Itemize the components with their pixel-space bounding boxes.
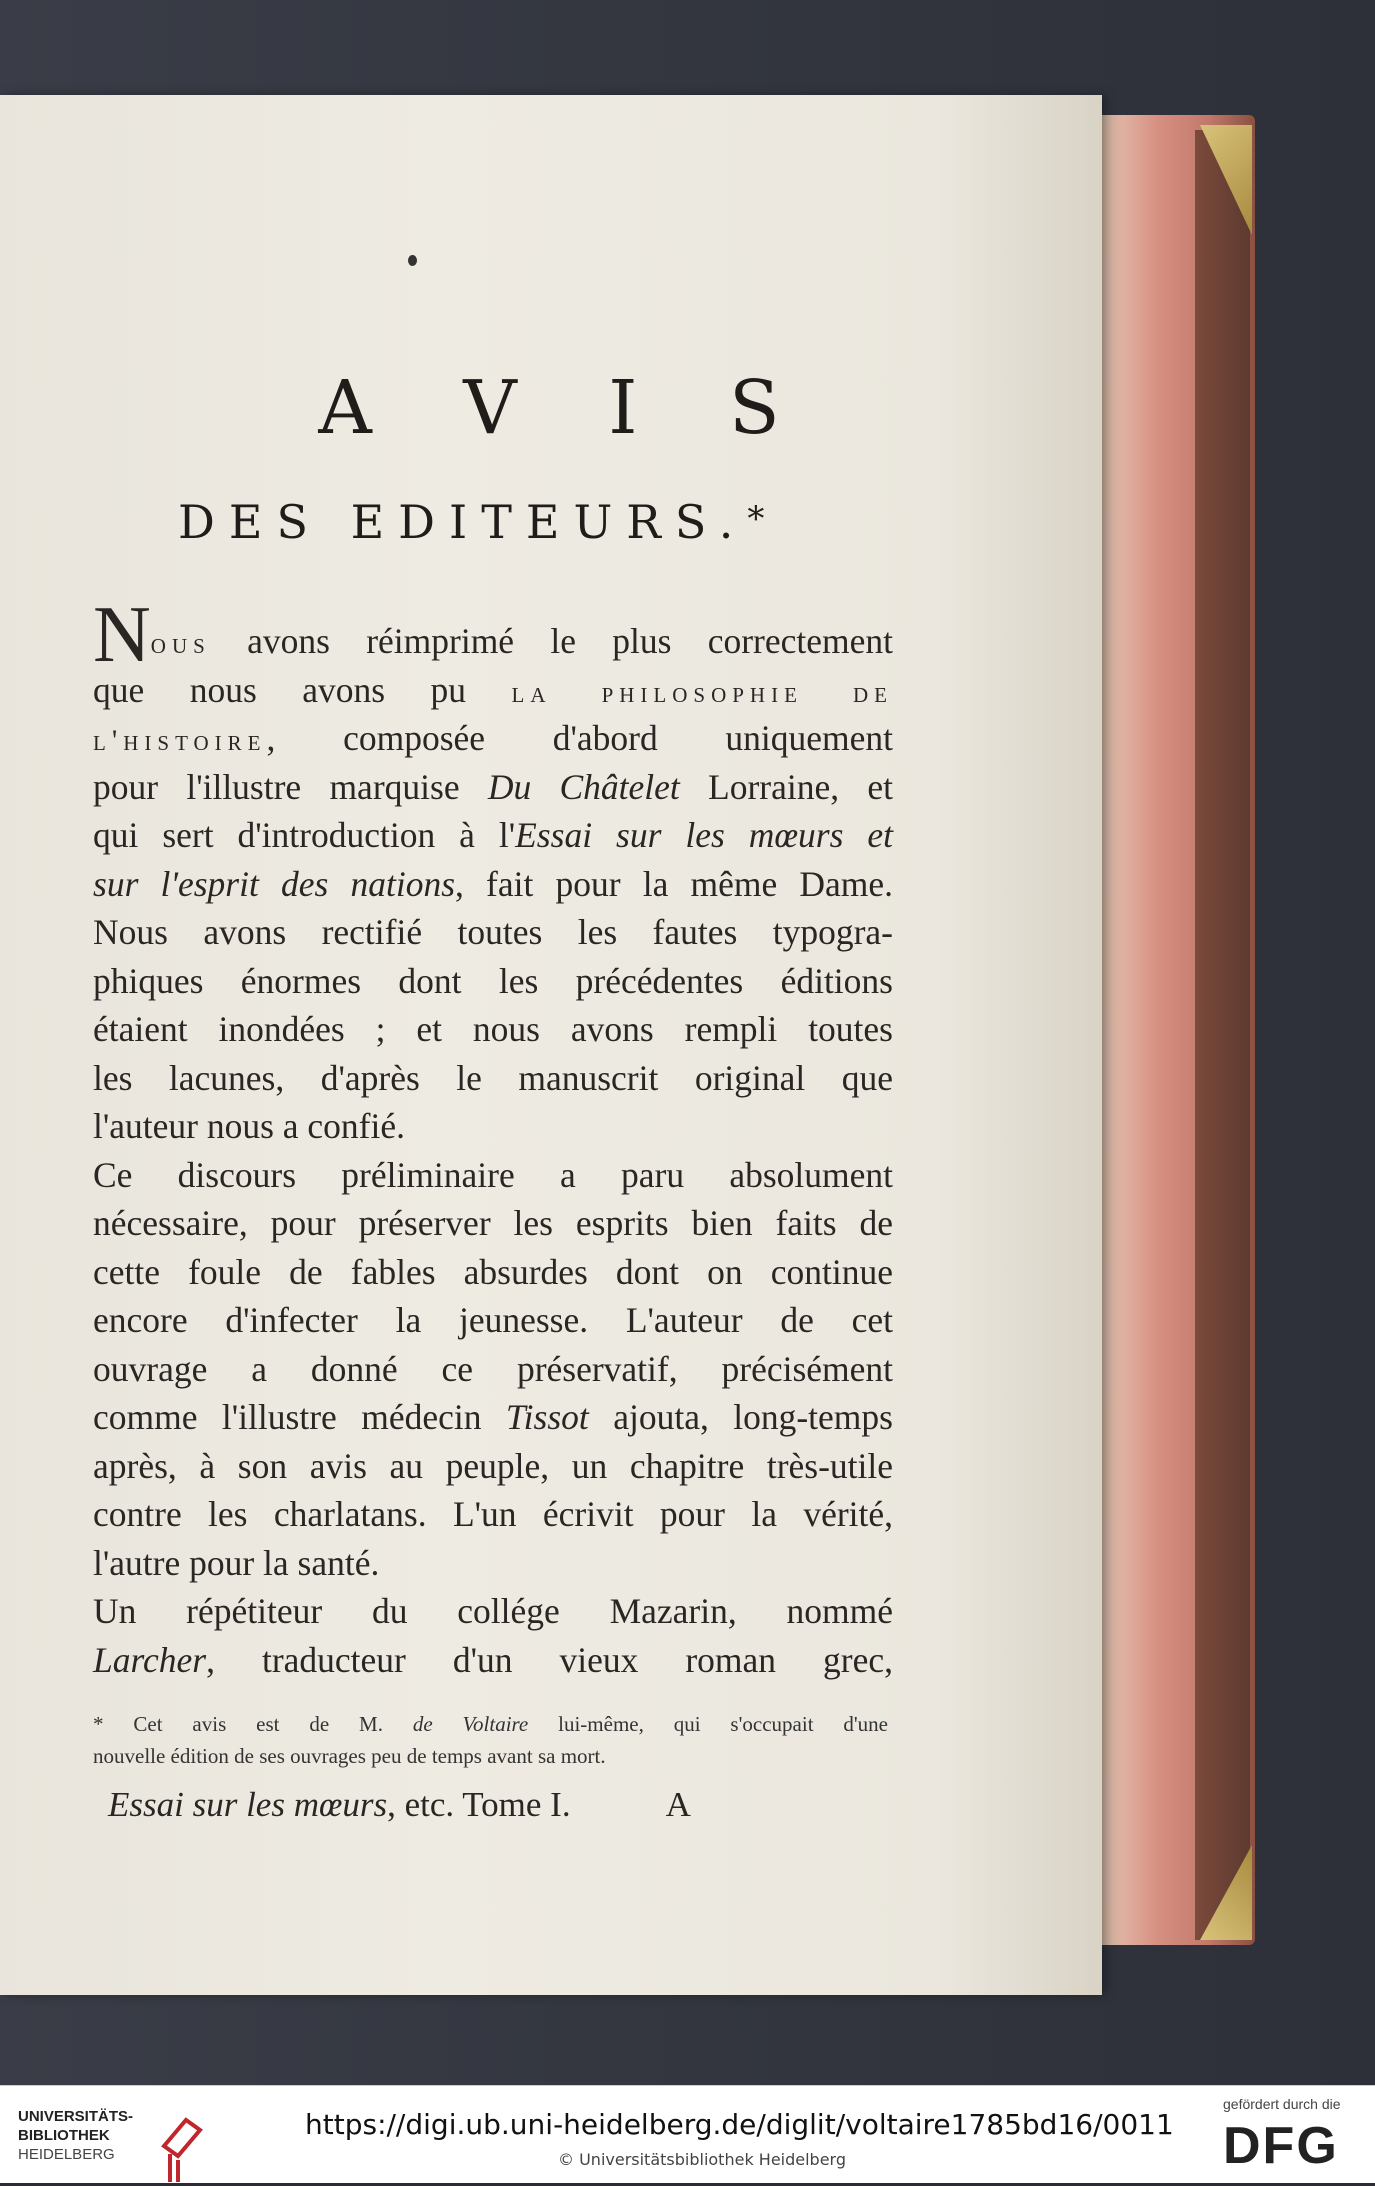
text-span: comme l'illustre médecin: [93, 1397, 506, 1437]
text-span: l'auteur nous a confié.: [93, 1106, 405, 1146]
ub-line3: HEIDELBERG: [18, 2146, 115, 2163]
text-line: [93, 863, 893, 911]
text-line: [93, 1154, 893, 1202]
dfg-logo[interactable]: DFG: [1223, 2117, 1339, 2175]
text-span: N: [93, 591, 151, 679]
footnote-line: [93, 1712, 888, 1744]
book-cover: [1195, 130, 1250, 1940]
text-span: qui sert d'introduction à l': [93, 815, 516, 855]
text-span: Essai sur les mœurs et: [515, 815, 893, 855]
text-line: [93, 591, 893, 679]
text-line: [93, 1445, 893, 1493]
text-span: ajouta, long-temps: [588, 1397, 893, 1437]
footnote-span: * Cet avis est de M.: [93, 1712, 413, 1736]
text-line: [93, 1202, 893, 1250]
ub-line1: UNIVERSITÄTS-: [18, 2108, 134, 2125]
text-line: [93, 1542, 893, 1590]
signature-rest: , etc. Tome I.: [387, 1785, 571, 1824]
text-span: Larcher: [93, 1639, 207, 1680]
ink-spot: [408, 255, 417, 266]
ub-emblem-icon: [156, 2116, 208, 2186]
text-span: la philosophie de: [511, 675, 893, 709]
text-span: après, à son avis au peuple, un chapitre très-utile: [93, 1445, 893, 1486]
text-span: , composée d'abord uniquement: [266, 718, 893, 758]
text-line: [93, 814, 893, 862]
footnote-span: nouvelle édition de ses ouvrages peu de temps avant sa mort.: [93, 1744, 606, 1768]
text-span: ouvrage a donné ce préservatif, précisément: [93, 1348, 893, 1389]
text-span: étaient inondées ; et nous avons rempli toutes: [93, 1009, 893, 1049]
text-line: [93, 1105, 893, 1153]
text-line: [93, 717, 893, 765]
page-title: A V I S: [318, 365, 814, 451]
ub-heidelberg-logo[interactable]: [18, 2108, 208, 2168]
text-line: [93, 1493, 893, 1541]
text-span: encore d'infecter la jeunesse. L'auteur de cet: [93, 1300, 893, 1340]
footnote-span: lui-même, qui s'occupait d'une: [528, 1712, 889, 1736]
ub-line2: BIBLIOTHEK: [18, 2127, 110, 2144]
text-span: Ce discours préliminaire a paru absolument: [93, 1154, 893, 1195]
subtitle-text: DES EDITEURS.: [178, 495, 748, 549]
text-span: nécessaire, pour préserver les esprits bien faits de: [93, 1203, 893, 1243]
footnote: [93, 1712, 893, 1776]
text-line: [93, 1396, 893, 1444]
text-line: [93, 1590, 893, 1638]
text-span: les lacunes, d'après le manuscrit original que: [93, 1057, 893, 1098]
text-span: ous: [150, 627, 211, 660]
text-span: , traducteur d'un vieux roman grec,: [206, 1639, 893, 1680]
text-line: [93, 1008, 893, 1056]
text-line: [93, 1299, 893, 1347]
text-line: [93, 1639, 893, 1687]
text-line: [93, 1057, 893, 1105]
text-span: que nous avons pu: [93, 669, 512, 710]
viewer-footer: [0, 2085, 1375, 2183]
text-span: Du Châtelet: [487, 766, 680, 807]
text-span: Lorraine, et: [679, 766, 894, 807]
text-span: sur l'esprit des nations: [93, 863, 456, 904]
book-page: [0, 95, 1102, 1995]
signature-work: Essai sur les mœurs: [108, 1785, 388, 1824]
text-span: avons réimprimé le plus correctement: [210, 621, 893, 661]
footnote-mark: *: [747, 499, 765, 539]
text-line: [93, 766, 893, 814]
text-span: Nous avons rectifié toutes les fautes typogra-: [93, 912, 893, 952]
text-span: l'autre pour la santé.: [93, 1542, 380, 1583]
text-span: contre les charlatans. L'un écrivit pour la vérité,: [93, 1494, 893, 1534]
text-span: pour l'illustre marquise: [93, 766, 488, 807]
text-span: Un répétiteur du collége Mazarin, nommé: [93, 1591, 893, 1631]
text-line: [93, 669, 893, 717]
text-line: [93, 1251, 893, 1299]
signature-mark: A: [665, 1785, 691, 1824]
text-line: [93, 911, 893, 959]
permalink-url[interactable]: https://digi.ub.uni-heidelberg.de/diglit/voltaire1785bd16/0011: [305, 2108, 1174, 2141]
footnote-line: [93, 1744, 888, 1776]
signature-line: [108, 1785, 808, 1825]
text-span: , fait pour la même Dame.: [455, 863, 894, 904]
text-line: [93, 960, 893, 1008]
text-line: [93, 1348, 893, 1396]
dfg-funding-note: gefördert durch die: [1223, 2096, 1341, 2112]
copyright-notice: © Universitätsbibliothek Heidelberg: [558, 2150, 847, 2169]
page-subtitle: [178, 495, 764, 549]
footnote-span: de Voltaire: [412, 1712, 529, 1736]
text-span: cette foule de fables absurdes dont on continue: [93, 1251, 893, 1292]
text-span: Tissot: [505, 1397, 589, 1437]
text-span: phiques énormes dont les précédentes éditions: [93, 960, 893, 1001]
text-span: l'histoire: [93, 724, 267, 757]
